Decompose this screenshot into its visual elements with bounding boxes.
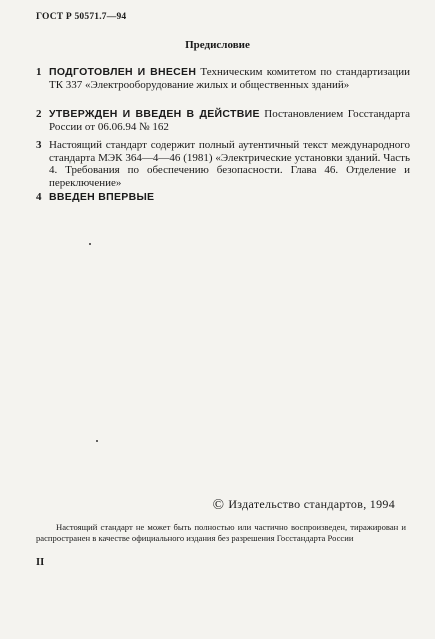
copyright-icon: © [212,497,225,513]
item-body [49,191,410,204]
scan-speck [89,243,91,245]
foreword-title: Предисловие [185,39,250,51]
item-body [49,108,410,133]
item-number: 1 [36,66,42,78]
item-text: Постановлением Госстандарта России от 06.06.94 № 162 [49,108,410,133]
item-text: Техническим комитетом по стандартизации ТК 337 «Электрооборудование жилых и общественных зданий» [49,66,410,91]
foreword-item-4 [36,191,410,204]
item-lead: ВВЕДЕН ВПЕРВЫЕ [49,191,155,203]
item-body [49,139,410,189]
item-number: 3 [36,139,42,151]
reproduction-notice: Настоящий стандарт не может быть полностью или частично воспроизведен, тиражирован и распространен в качестве официального издания без разрешения Госстандарта России [36,522,406,543]
foreword-item-3 [36,139,410,189]
publisher-text: Издательство стандартов, 1994 [228,497,395,511]
item-number: 4 [36,191,42,203]
item-number: 2 [36,108,42,120]
document-header: ГОСТ Р 50571.7—94 [36,12,127,22]
item-body [49,66,410,91]
page-number: II [36,557,45,568]
item-lead: ПОДГОТОВЛЕН И ВНЕСЕН [49,66,197,78]
foreword-item-2 [36,108,410,133]
item-text: Настоящий стандарт содержит полный аутентичный текст международного стандарта МЭК 364—4—46 (1981) «Электрические установки зданий. Часть 4. Требования по обеспечению безопасности. Глава 46. Отделение и переключение» [49,139,410,189]
foreword-item-1 [36,66,410,91]
publisher-line [213,497,395,514]
item-lead: УТВЕРЖДЕН И ВВЕДЕН В ДЕЙСТВИЕ [49,108,260,120]
scan-speck [96,440,98,442]
